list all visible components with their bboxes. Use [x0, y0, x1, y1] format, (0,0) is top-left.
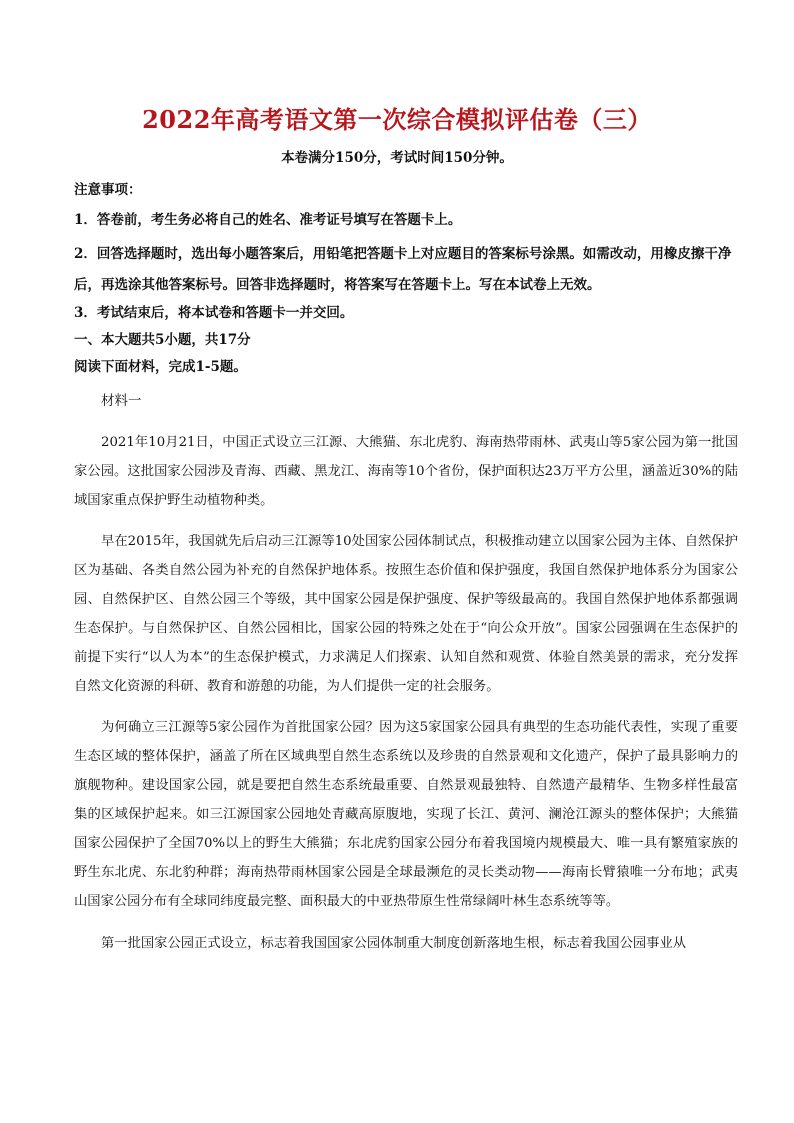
material-paragraph-4: 第一批国家公园正式设立，标志着我国国家公园体制重大制度创新落地生根，标志着我国公园事业从 — [101, 936, 687, 951]
notice-item-1: 1．答卷前，考生务必将自己的姓名、准考证号填写在答题卡上。 — [74, 212, 462, 228]
page-title: 2022年高考语文第一次综合模拟评估卷（三） — [142, 105, 652, 134]
notice-item-3: 3．考试结束后，将本试卷和答题卡一并交回。 — [74, 305, 354, 321]
notice-heading: 注意事项： — [74, 182, 142, 198]
material-paragraph-1: 2021年10月21日，中国正式设立三江源、大熊猫、东北虎豹、海南热带雨林、武夷山等5家公园为第一批国家公园。这批国家公园涉及青海、西藏、黑龙江、海南等10个省份，保护面积达23万平方公里，涵盖近30%的陆域国家重点保护野生动植物种类。 — [74, 435, 738, 508]
exam-info: 本卷满分150分，考试时间150分钟。 — [281, 150, 513, 166]
reading-material — [74, 388, 738, 958]
section-heading: 一、本大题共5小题，共17分 — [74, 332, 251, 348]
material-label: 材料一 — [101, 393, 142, 409]
section-instruction: 阅读下面材料，完成1-5题。 — [74, 359, 247, 375]
notice-item-2: 2．回答选择题时，选出每小题答案后，用铅笔把答题卡上对应题目的答案标号涂黑。如需改动，用橡皮擦干净后，再选涂其他答案标号。回答非选择题时，将答案写在答题卡上。写在本试卷上无效。 — [74, 246, 732, 293]
material-paragraph-3: 为何确立三江源等5家公园作为首批国家公园？因为这5家国家公园具有典型的生态功能代表性，实现了重要生态区域的整体保护，涵盖了所在区域典型自然生态系统以及珍贵的自然景观和文化遗产，保护了最具影响力的旗舰物种。建设国家公园，就是要把自然生态系统最重要、自然景观最独特、自然遗产最精华、生物多样性最富集的区域保护起来。如三江源国家公园地处青藏高原腹地，实现了长江、黄河、澜沧江源头的整体保护；大熊猫国家公园保护了全国70%以上的野生大熊猫；东北虎豹国家公园分布着我国境内规模最大、唯一具有繁殖家族的野生东北虎、东北豹种群；海南热带雨林国家公园是全球最濒危的灵长类动物——海南长臂猿唯一分布地；武夷山国家公园分布有全球同纬度最完整、面积最大的中亚热带原生性常绿阔叶林生态系统等等。 — [74, 720, 738, 909]
material-paragraph-2: 早在2015年，我国就先后启动三江源等10处国家公园体制试点，积极推动建立以国家公园为主体、自然保护区为基础、各类自然公园为补充的自然保护地体系。按照生态价值和保护强度，我国自然保护地体系分为国家公园、自然保护区、自然公园三个等级，其中国家公园是保护强度、保护等级最高的。我国自然保护地体系都强调生态保护。与自然保护区、自然公园相比，国家公园的特殊之处在于“向公众开放”。国家公园强调在生态保护的前提下实行“以人为本”的生态保护模式，力求满足人们探索、认知自然和观赏、体验自然美景的需求，充分发挥自然文化资源的科研、教育和游憩的功能，为人们提供一定的社会服务。 — [74, 534, 738, 694]
